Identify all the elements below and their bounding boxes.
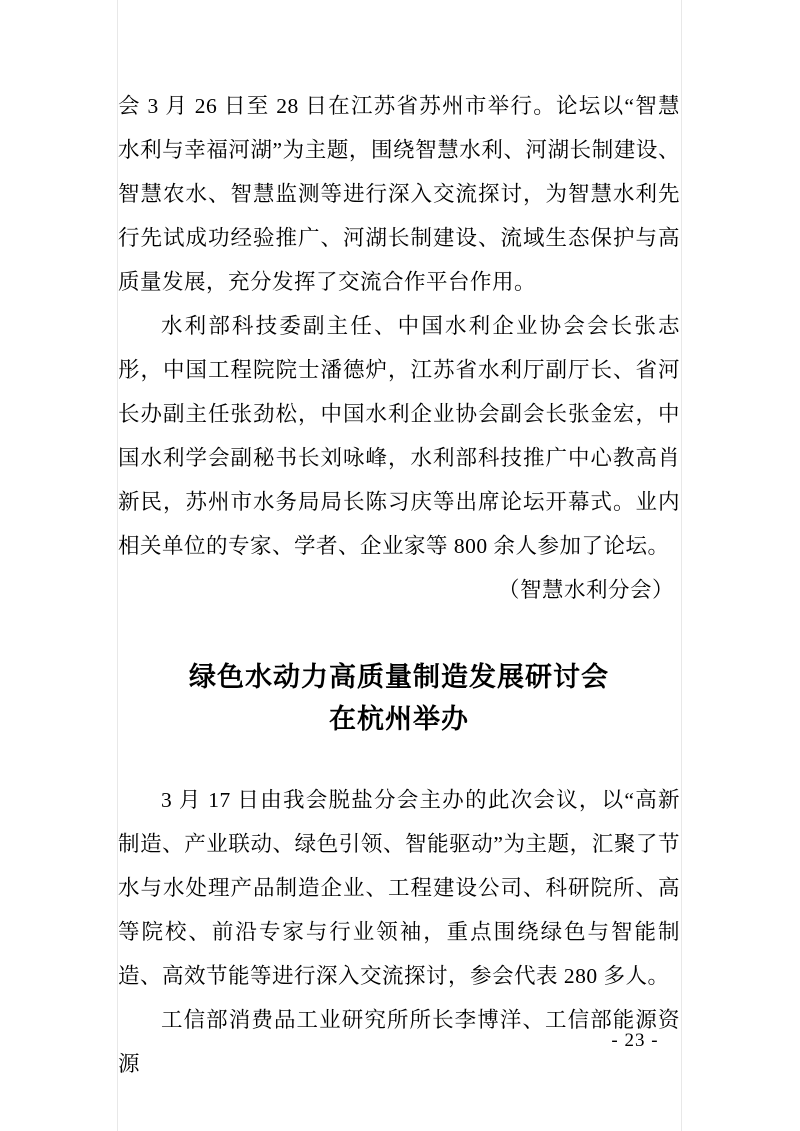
page-edge-right [681, 0, 682, 1131]
section-signature: （智慧水利分会） [497, 578, 674, 602]
headline-line-1: 绿色水动力高质量制造发展研讨会 [189, 662, 609, 692]
paragraph-continuation: 会 3 月 26 日至 28 日在江苏省苏州市举行。论坛以“智慧水利与幸福河湖”为主题，围绕智慧水利、河湖长制建设、智慧农水、智慧监测等进行深入交流探讨，为智慧水利先行先试成功经验推广、河湖长制建设、流域生态保护与高质量发展，充分发挥了交流合作平台作用。 [118, 94, 680, 294]
paragraph-speakers: 工信部消费品工业研究所所长李博洋、工信部能源资源 [118, 1008, 680, 1076]
article-headline [118, 656, 680, 740]
page-footer [0, 1030, 800, 1052]
page-content [118, 84, 680, 1086]
paragraph-meeting-theme: 3 月 17 日由我会脱盐分会主办的此次会议，以“高新制造、产业联动、绿色引领、智能驱动”为主题，汇聚了节水与水处理产品制造企业、工程建设公司、科研院所、高等院校、前沿专家与行业领袖，重点围绕绿色与智能制造、高效节能等进行深入交流探讨，参会代表 280 多人。 [118, 788, 680, 988]
headline-line-2: 在杭州举办 [329, 704, 469, 734]
page-number: - 23 - [611, 1030, 659, 1051]
paragraph-attendees: 水利部科技委副主任、中国水利企业协会会长张志彤，中国工程院院士潘德炉，江苏省水利厅副厅长、省河长办副主任张劲松，中国水利企业协会副会长张金宏，中国水利学会副秘书长刘咏峰，水利部科技推广中心教高肖新民，苏州市水务局局长陈习庆等出席论坛开幕式。业内相关单位的专家、学者、企业家等 800 余人参加了论坛。 [118, 314, 680, 558]
